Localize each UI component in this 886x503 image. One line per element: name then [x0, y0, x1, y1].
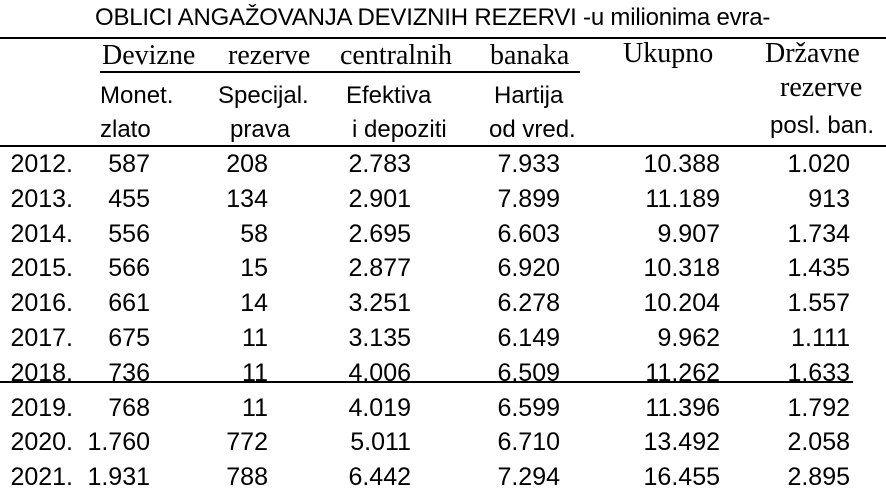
cell-year: 2012. [10, 150, 73, 178]
cell-year: 2019. [10, 393, 73, 422]
cell-specijal-prava: 208 [226, 150, 268, 178]
table-row [0, 146, 886, 182]
cell-specijal-prava: 788 [226, 463, 268, 492]
subheader-monet: Monet. [100, 82, 174, 109]
cell-drzavne-rezerve: 1.111 [791, 324, 850, 352]
subheader-depoziti: i depoziti [352, 116, 447, 143]
table-row [0, 459, 886, 495]
cell-ukupno: 13.492 [643, 428, 720, 457]
subheader-prava: prava [230, 116, 291, 143]
cell-drzavne-rezerve: 1.435 [787, 254, 850, 283]
cell-ukupno: 10.388 [643, 150, 720, 178]
cell-monet-zlato: 675 [108, 324, 150, 352]
cell-monet-zlato: 587 [108, 150, 150, 178]
cell-hartija-od-vred: 6.599 [497, 393, 560, 422]
cell-year: 2016. [10, 289, 73, 318]
cell-ukupno: 16.455 [643, 463, 720, 492]
cell-monet-zlato: 455 [108, 184, 150, 213]
table-row [0, 424, 886, 460]
cell-efektiva-depoziti: 2.783 [348, 150, 411, 178]
cell-efektiva-depoziti: 3.135 [348, 324, 411, 352]
cell-year: 2015. [10, 254, 73, 283]
cell-hartija-od-vred: 6.603 [497, 219, 560, 248]
cell-monet-zlato: 661 [108, 289, 150, 318]
cell-specijal-prava: 11 [242, 358, 268, 387]
cell-ukupno: 10.318 [643, 254, 720, 283]
cell-efektiva-depoziti: 5.011 [350, 428, 411, 457]
cell-specijal-prava: 772 [226, 428, 268, 457]
cell-drzavne-rezerve: 1.792 [787, 393, 850, 422]
cell-year: 2013. [10, 184, 73, 213]
header-group-word-3: centralnih [340, 40, 452, 71]
cell-specijal-prava: 134 [226, 184, 268, 213]
separator-after-2018 [0, 381, 853, 383]
subheader-hartija: Hartija [494, 82, 564, 109]
group-header-underline [100, 71, 580, 73]
cell-efektiva-depoziti: 3.251 [348, 289, 411, 318]
header-drzavne-line2: rezerve [780, 72, 863, 103]
header-group-word-1: Devizne [102, 40, 196, 71]
cell-ukupno: 9.907 [657, 219, 720, 248]
cell-ukupno: 10.204 [643, 289, 720, 318]
cell-monet-zlato: 566 [108, 254, 150, 283]
cell-hartija-od-vred: 7.899 [497, 184, 560, 213]
subheader-zlato: zlato [100, 116, 151, 143]
subheader-od-vred: od vred. [489, 116, 576, 143]
cell-monet-zlato: 736 [108, 358, 150, 387]
cell-specijal-prava: 14 [240, 289, 268, 318]
table-row [0, 285, 886, 321]
cell-hartija-od-vred: 6.509 [497, 358, 560, 387]
cell-ukupno: 11.262 [645, 358, 720, 387]
cell-specijal-prava: 11 [242, 393, 268, 422]
cell-drzavne-rezerve: 1.734 [787, 219, 850, 248]
table-row [0, 216, 886, 252]
table-row [0, 181, 886, 217]
cell-efektiva-depoziti: 2.695 [348, 219, 411, 248]
cell-drzavne-rezerve: 1.020 [787, 150, 850, 178]
cell-monet-zlato: 556 [108, 219, 150, 248]
subheader-specijal: Specijal. [218, 82, 309, 109]
header-group-word-2: rezerve [228, 40, 311, 71]
cell-drzavne-rezerve: 913 [808, 184, 850, 213]
top-rule [0, 37, 886, 39]
cell-ukupno: 9.962 [657, 324, 720, 352]
header-group-word-4: banaka [490, 40, 570, 71]
cell-hartija-od-vred: 6.920 [497, 254, 560, 283]
cell-year: 2017. [10, 324, 73, 352]
table-row [0, 250, 886, 286]
header-drzavne-line3: posl. ban. [770, 112, 875, 139]
cell-drzavne-rezerve: 1.633 [787, 358, 850, 387]
cell-drzavne-rezerve: 2.895 [787, 463, 850, 492]
cell-hartija-od-vred: 6.710 [497, 428, 560, 457]
cell-hartija-od-vred: 7.294 [497, 463, 560, 492]
cell-drzavne-rezerve: 2.058 [787, 428, 850, 457]
cell-monet-zlato: 1.760 [87, 428, 150, 457]
cell-efektiva-depoziti: 2.901 [348, 184, 411, 213]
cell-efektiva-depoziti: 2.877 [348, 254, 411, 283]
subheader-efektiva: Efektiva [346, 82, 432, 109]
cell-hartija-od-vred: 6.149 [497, 324, 560, 352]
cell-year: 2020. [10, 428, 73, 457]
cell-drzavne-rezerve: 1.557 [787, 289, 850, 318]
header-ukupno: Ukupno [623, 38, 714, 69]
table-row [0, 355, 886, 391]
cell-year: 2021. [10, 463, 73, 492]
cell-year: 2018. [10, 358, 73, 387]
cell-monet-zlato: 768 [108, 393, 150, 422]
table-title: OBLICI ANGAŽOVANJA DEVIZNIH REZERVI -u milionima evra- [95, 4, 771, 31]
table-row [0, 390, 886, 426]
cell-specijal-prava: 15 [240, 254, 268, 283]
cell-ukupno: 11.189 [645, 184, 720, 213]
cell-efektiva-depoziti: 4.019 [348, 393, 411, 422]
cell-efektiva-depoziti: 6.442 [348, 463, 411, 492]
cell-year: 2014. [10, 219, 73, 248]
cell-specijal-prava: 58 [240, 219, 268, 248]
header-drzavne-line1: Državne [765, 38, 860, 69]
cell-efektiva-depoziti: 4.006 [348, 358, 411, 387]
table-row [0, 320, 886, 356]
cell-hartija-od-vred: 7.933 [497, 150, 560, 178]
cell-hartija-od-vred: 6.278 [497, 289, 560, 318]
cell-ukupno: 11.396 [645, 393, 720, 422]
cell-specijal-prava: 11 [242, 324, 268, 352]
cell-monet-zlato: 1.931 [87, 463, 150, 492]
